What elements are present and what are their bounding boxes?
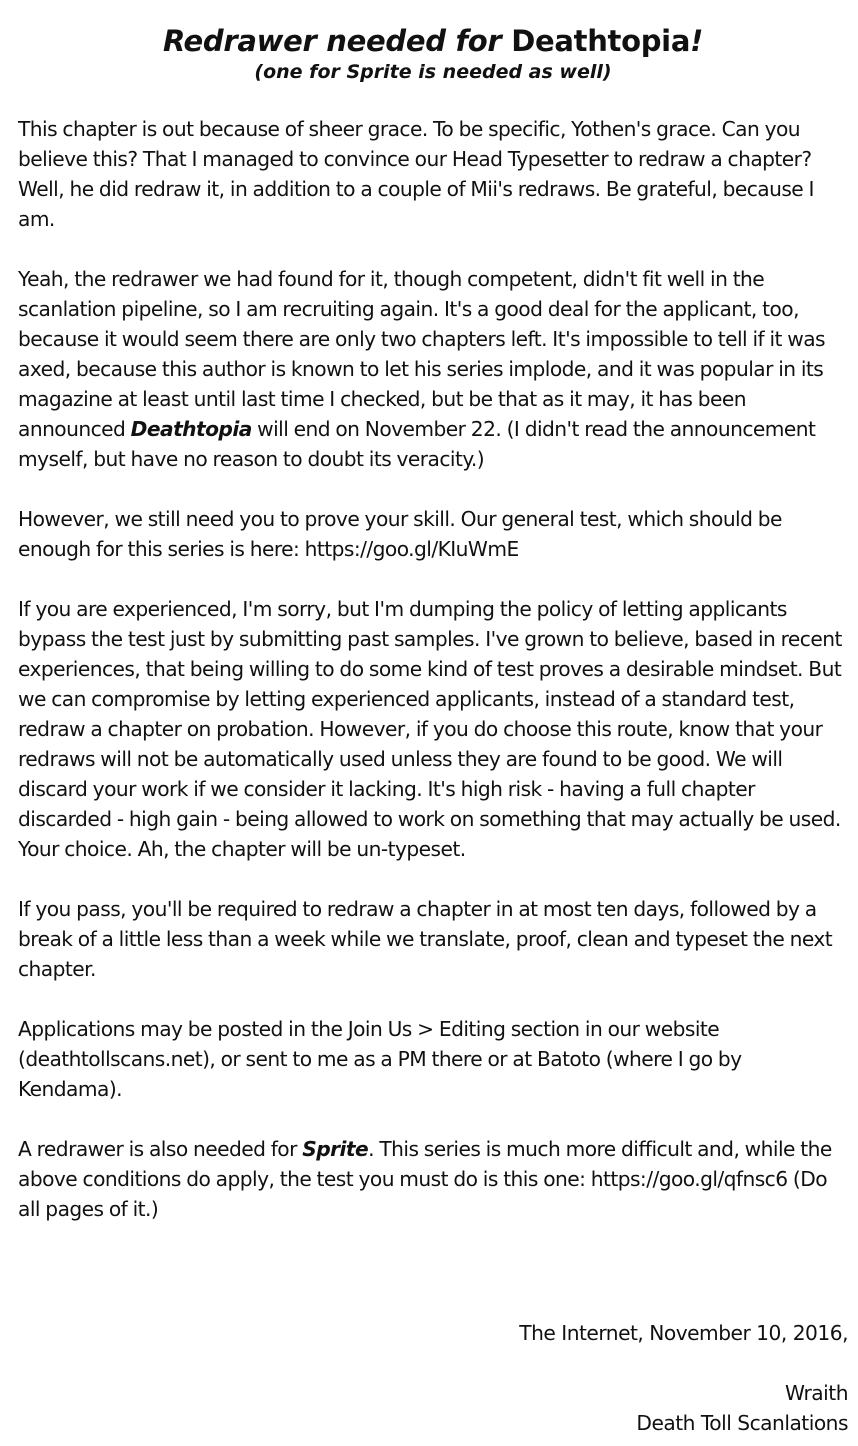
series-name-deathtopia: Deathtopia: [130, 417, 252, 441]
announcement-page: [18, 22, 848, 1254]
paragraph-intro: This chapter is out because of sheer grace. To be specific, Yothen's grace. Can you believe this? That I managed to convince our Head Typesetter to redraw a chapter? Well, he did redraw it, in addition to a couple of Mii's redraws. Be grateful, because I am.: [18, 117, 814, 231]
title-suffix: !: [690, 24, 704, 58]
page-title: [18, 22, 848, 60]
paragraph-experienced: If you are experienced, I'm sorry, but I'm dumping the policy of letting applicants bypass the test just by submitting past samples. I've grown to believe, based in recent experiences, that being willing to do some kind of test proves a desirable mindset. But we can compromise by letting experienced applicants, instead of a standard test, redraw a chapter on probation. However, if you do choose this route, know that your redraws will not be automatically used unless they are found to be good. We will discard your work if we consider it lacking. It's high risk - having a full chapter discarded - high gain - being allowed to work on something that may actually be used. Your choice. Ah, the chapter will be un-typeset.: [18, 597, 842, 861]
paragraph-sprite: [18, 1134, 848, 1224]
title-series: Deathtopia: [511, 24, 691, 58]
signature-author: Wraith: [784, 1381, 848, 1405]
title-prefix: Redrawer needed for: [162, 24, 512, 58]
signature-date: The Internet, November 10, 2016,: [519, 1321, 848, 1345]
paragraph-schedule: If you pass, you'll be required to redraw a chapter in at most ten days, followed by a break of a little less than a week while we translate, proof, clean and typeset the next chapter.: [18, 897, 833, 981]
paragraph-recruiting-text-a: Yeah, the redrawer we had found for it, though competent, didn't fit well in the scanlation pipeline, so I am recruiting again. It's a good deal for the applicant, too, because it would seem there are only two chapters left. It's impossible to tell if it was axed, because this author is known to let his series implode, and it was popular in its magazine at least until last time I checked, but be that as it may, it has been announced: [18, 267, 825, 441]
paragraph-sprite-text-b: . This series is much more difficult and, while the above conditions do apply, the test you must do is this one: https://goo.gl/qfnsc6 (Do all pages of it.): [18, 1137, 832, 1221]
paragraph-recruiting-text-b: will end on November 22. (I didn't read the announcement myself, but have no reason to doubt its veracity.): [18, 417, 816, 471]
paragraph-recruiting: [18, 264, 848, 474]
paragraph-applications: Applications may be posted in the Join Us > Editing section in our website (deathtollscans.net), or sent to me as a PM there or at Batoto (where I go by Kendama).: [18, 1017, 742, 1101]
paragraph-test: However, we still need you to prove your skill. Our general test, which should be enough for this series is here: https://goo.gl/KIuWmE: [18, 507, 782, 561]
series-name-sprite: Sprite: [302, 1137, 369, 1161]
paragraph-sprite-text-a: A redrawer is also needed for: [18, 1137, 303, 1161]
page-subtitle: (one for Sprite is needed as well): [254, 61, 612, 83]
signature-group: Death Toll Scanlations: [636, 1411, 848, 1435]
